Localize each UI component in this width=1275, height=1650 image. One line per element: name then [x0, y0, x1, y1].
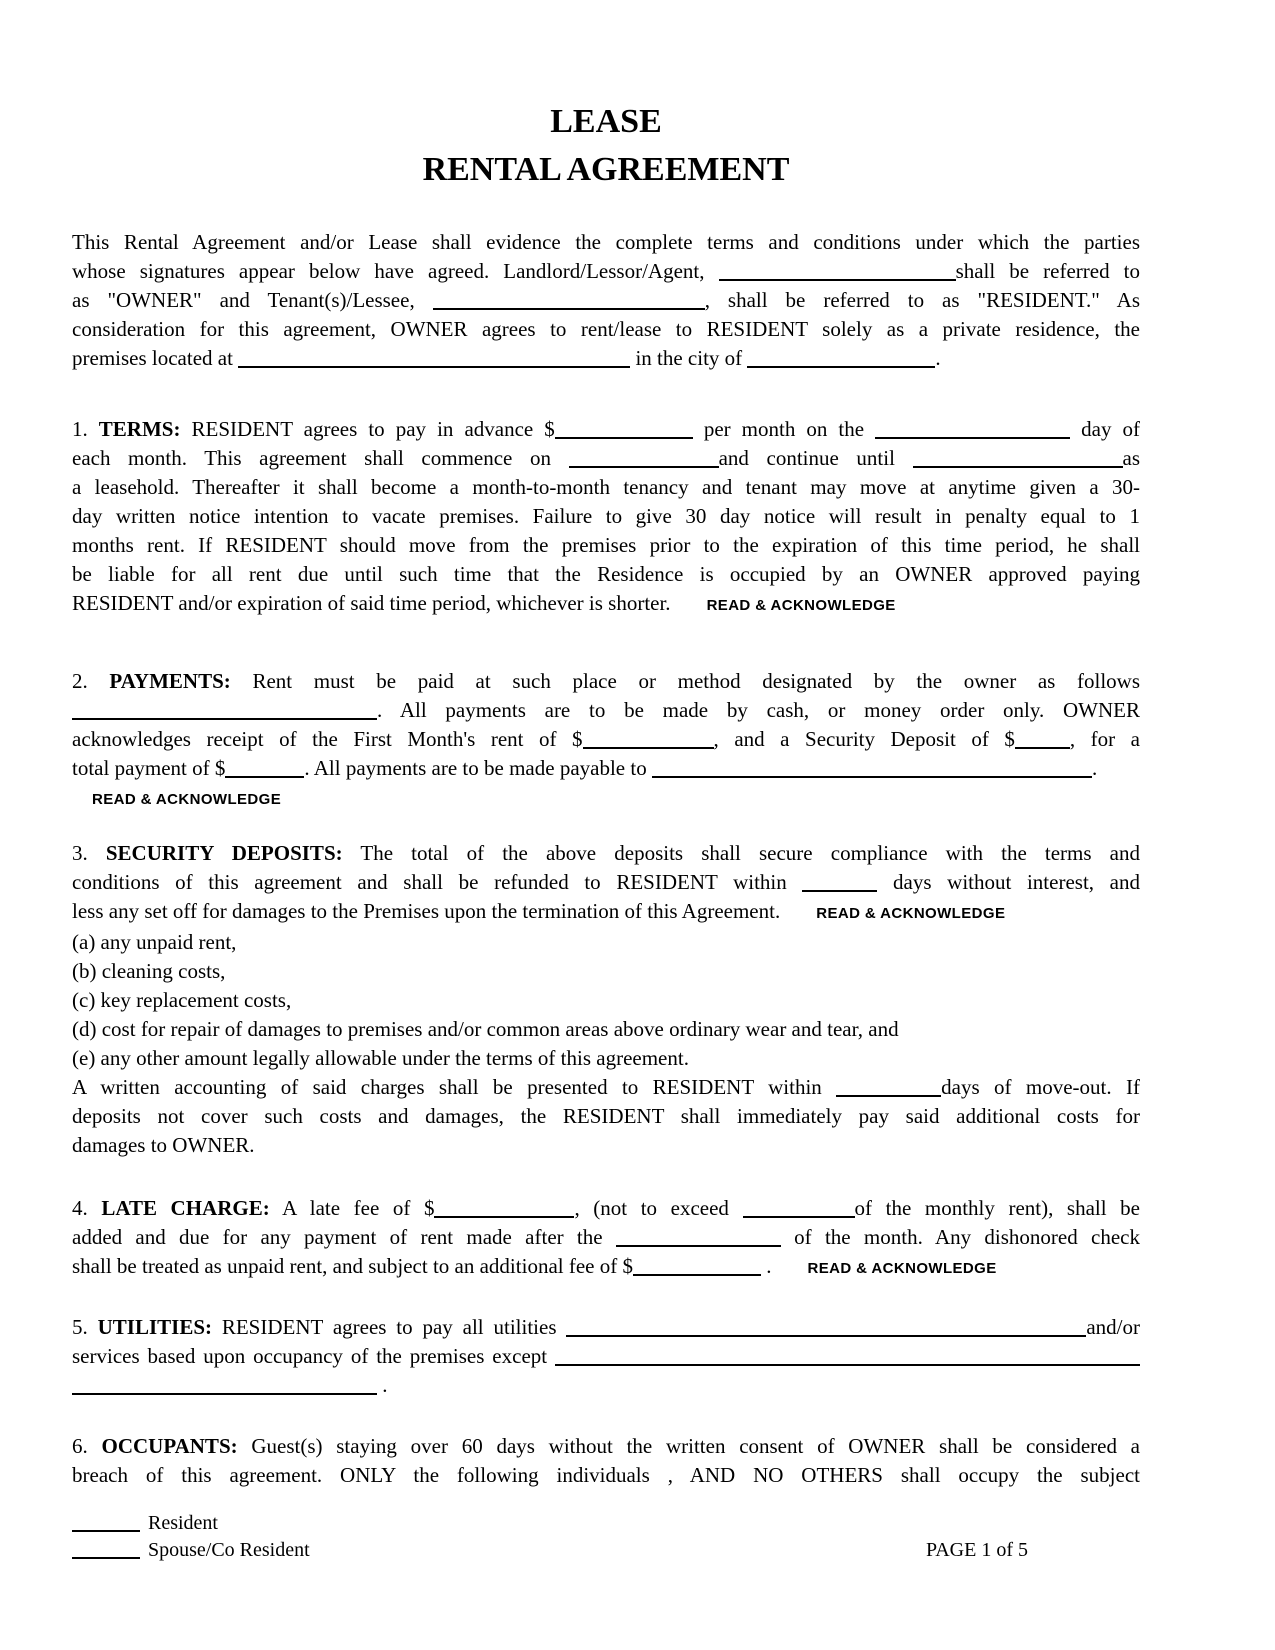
body-text: 2.: [72, 669, 110, 693]
body-text: , for a: [1069, 727, 1140, 751]
text-line: [72, 1044, 1140, 1073]
intro-paragraph: [72, 228, 1140, 373]
section-heading: TERMS:: [98, 417, 181, 441]
text-line: [72, 228, 1140, 257]
fill-in-blank: [802, 885, 877, 892]
text-line: [72, 1015, 1140, 1044]
text-line: [72, 531, 1140, 560]
fill-in-blank: [583, 742, 714, 749]
body-text: days of move-out. If: [941, 1075, 1140, 1099]
fill-in-blank: [913, 461, 1123, 468]
body-text: of the month. Any dishonored check: [780, 1225, 1140, 1249]
body-text: , shall be referred to as "RESIDENT." As: [704, 288, 1141, 312]
text-line: [72, 1223, 1140, 1252]
text-line: [72, 1252, 1140, 1283]
body-text: a leasehold. Thereafter it shall become a month-to-month tenancy and tenant may move at anytime given a 30-: [72, 475, 1140, 499]
spouse-initial-blank: [72, 1552, 140, 1559]
spouse-signature-row: [72, 1537, 1140, 1564]
fill-in-blank: [633, 1269, 761, 1276]
body-text: , and a Security Deposit of $: [713, 727, 1015, 751]
body-text: .: [935, 346, 941, 370]
text-line: [72, 754, 1140, 783]
fill-in-blank: [555, 1359, 1140, 1366]
body-text: whose signatures appear below have agreed. Landlord/Lessor/Agent,: [72, 259, 719, 283]
body-text: less any set off for damages to the Premises upon the termination of this Agreement.: [72, 899, 781, 923]
fill-in-blank: [238, 361, 630, 368]
text-line: [72, 1131, 1140, 1160]
body-text: Guest(s) staying over 60 days without the written consent of OWNER shall be considered a: [237, 1434, 1141, 1458]
body-text: This Rental Agreement and/or Lease shall evidence the complete terms and conditions under which the parties: [72, 230, 1140, 254]
title-line-2: RENTAL AGREEMENT: [422, 151, 790, 188]
section-utilities: [72, 1313, 1140, 1400]
body-text: RESIDENT and/or expiration of said time period, whichever is shorter.: [72, 591, 671, 615]
body-text: added and due for any payment of rent made after the: [72, 1225, 616, 1249]
fill-in-blank: [836, 1090, 941, 1097]
read-acknowledge-label: READ & ACKNOWLEDGE: [807, 1260, 997, 1277]
text-line: [72, 725, 1140, 754]
body-text: .: [1091, 756, 1098, 780]
body-text: per month on the: [692, 417, 876, 441]
fill-in-blank: [719, 274, 956, 281]
text-line: [72, 1102, 1140, 1131]
text-line: [72, 589, 1140, 620]
document-title: [72, 98, 1140, 194]
section-heading: SECURITY DEPOSITS:: [105, 841, 343, 865]
body-text: , (not to exceed: [574, 1196, 743, 1220]
body-text: damages to OWNER.: [72, 1133, 255, 1157]
body-text: as "OWNER" and Tenant(s)/Lessee,: [72, 288, 433, 312]
text-line: [72, 928, 1140, 957]
body-text: total payment of $: [72, 756, 226, 780]
body-text: days without interest, and: [877, 870, 1141, 894]
section-security-deposits: [72, 839, 1140, 1160]
text-line: [72, 957, 1140, 986]
title-line-1: LEASE: [550, 103, 662, 140]
text-line: [72, 1432, 1140, 1461]
body-text: 5.: [72, 1315, 98, 1339]
read-acknowledge-label: READ & ACKNOWLEDGE: [706, 597, 896, 614]
body-text: 6.: [72, 1434, 102, 1458]
resident-label: Resident: [148, 1512, 218, 1534]
resident-signature-row: [72, 1510, 1140, 1537]
text-line: [72, 986, 1140, 1015]
body-text: A written accounting of said charges shall be presented to RESIDENT within: [72, 1075, 837, 1099]
body-text: (c) key replacement costs,: [72, 988, 292, 1012]
body-text: day of: [1070, 417, 1141, 441]
text-line: [72, 1194, 1140, 1223]
text-line: [72, 560, 1140, 589]
fill-in-blank: [566, 1330, 1086, 1337]
section-terms: [72, 415, 1140, 620]
section-occupants: [72, 1432, 1140, 1490]
body-text: and continue until: [718, 446, 913, 470]
fill-in-blank: [72, 713, 377, 720]
body-text: deposits not cover such costs and damages, the RESIDENT shall immediately pay said additional costs for: [72, 1104, 1140, 1128]
body-text: 3.: [72, 841, 106, 865]
text-line: [72, 783, 1140, 814]
body-text: and/or: [1086, 1315, 1141, 1339]
read-acknowledge-label: READ & ACKNOWLEDGE: [816, 905, 1006, 922]
fill-in-blank: [569, 461, 719, 468]
text-line: [72, 1073, 1140, 1102]
body-text: as: [1122, 446, 1140, 470]
body-text: acknowledges receipt of the First Month's rent of $: [72, 727, 583, 751]
body-text: 4.: [72, 1196, 102, 1220]
payments-acknowledge-line: [72, 783, 1140, 814]
body-text: (b) cleaning costs,: [72, 959, 226, 983]
spouse-label: Spouse/Co Resident: [148, 1539, 310, 1561]
fill-in-blank: [652, 771, 1092, 778]
body-text: conditions of this agreement and shall be refunded to RESIDENT within: [72, 870, 803, 894]
body-text: each month. This agreement shall commence on: [72, 446, 569, 470]
text-line: [72, 344, 1140, 373]
page-number: PAGE 1 of 5: [925, 1539, 1028, 1561]
body-text: (e) any other amount legally allowable under the terms of this agreement.: [72, 1046, 689, 1070]
fill-in-blank: [743, 1211, 855, 1218]
body-text: . All payments are to be made payable to: [304, 756, 652, 780]
text-line: [72, 1461, 1140, 1490]
read-acknowledge-label: READ & ACKNOWLEDGE: [92, 791, 282, 808]
fill-in-blank: [225, 771, 304, 778]
body-text: .: [760, 1254, 772, 1278]
section-late-charge: [72, 1194, 1140, 1283]
resident-initial-blank: [72, 1525, 140, 1532]
fill-in-blank: [747, 361, 935, 368]
text-line: [72, 1371, 1140, 1400]
body-text: shall be referred to: [955, 259, 1140, 283]
fill-in-blank: [875, 432, 1070, 439]
body-text: 1.: [72, 417, 99, 441]
body-text: day written notice intention to vacate premises. Failure to give 30 day notice will result in penalty equal to 1: [72, 504, 1140, 528]
text-line: [72, 502, 1140, 531]
text-line: [72, 315, 1140, 344]
fill-in-blank: [555, 432, 693, 439]
section-heading: LATE CHARGE:: [101, 1196, 270, 1220]
section-heading: OCCUPANTS:: [101, 1434, 238, 1458]
text-line: [72, 415, 1140, 444]
fill-in-blank: [433, 303, 705, 310]
document-body: [72, 228, 1140, 1490]
body-text: of the monthly rent), shall be: [854, 1196, 1141, 1220]
fill-in-blank: [434, 1211, 574, 1218]
section-heading: UTILITIES:: [97, 1315, 212, 1339]
section-heading: PAYMENTS:: [109, 669, 231, 693]
body-text: RESIDENT agrees to pay in advance $: [180, 417, 555, 441]
body-text: shall be treated as unpaid rent, and subject to an additional fee of $: [72, 1254, 633, 1278]
text-line: [72, 286, 1140, 315]
body-text: . All payments are to be made by cash, or money order only. OWNER: [377, 698, 1140, 722]
text-line: [72, 897, 1140, 928]
body-text: (a) any unpaid rent,: [72, 930, 237, 954]
body-text: breach of this agreement. ONLY the following individuals , AND NO OTHERS shall occupy the subject: [72, 1463, 1140, 1487]
text-line: [72, 257, 1140, 286]
body-text: services based upon occupancy of the premises except: [72, 1344, 555, 1368]
text-line: [72, 1313, 1140, 1342]
text-line: [72, 839, 1140, 868]
body-text: RESIDENT agrees to pay all utilities: [212, 1315, 567, 1339]
fill-in-blank: [616, 1240, 781, 1247]
text-line: [72, 473, 1140, 502]
fill-in-blank: [72, 1388, 377, 1395]
body-text: A late fee of $: [269, 1196, 435, 1220]
body-text: Rent must be paid at such place or method designated by the owner as follows: [230, 669, 1141, 693]
body-text: The total of the above deposits shall secure compliance with the terms and: [342, 841, 1140, 865]
text-line: [72, 696, 1140, 725]
body-text: .: [377, 1373, 388, 1397]
body-text: consideration for this agreement, OWNER agrees to rent/lease to RESIDENT solely as a private residence, the: [72, 317, 1140, 341]
text-line: [72, 667, 1140, 696]
fill-in-blank: [1015, 742, 1070, 749]
body-text: be liable for all rent due until such time that the Residence is occupied by an OWNER approved paying: [72, 562, 1140, 586]
body-text: (d) cost for repair of damages to premises and/or common areas above ordinary wear and tear, and: [72, 1017, 899, 1041]
text-line: [72, 444, 1140, 473]
section-payments: [72, 667, 1140, 783]
text-line: [72, 1342, 1140, 1371]
page-footer: [72, 1510, 1140, 1564]
text-line: [72, 868, 1140, 897]
body-text: premises located at: [72, 346, 239, 370]
body-text: months rent. If RESIDENT should move from the premises prior to the expiration of this time period, he shall: [72, 533, 1140, 557]
body-text: in the city of: [630, 346, 748, 370]
